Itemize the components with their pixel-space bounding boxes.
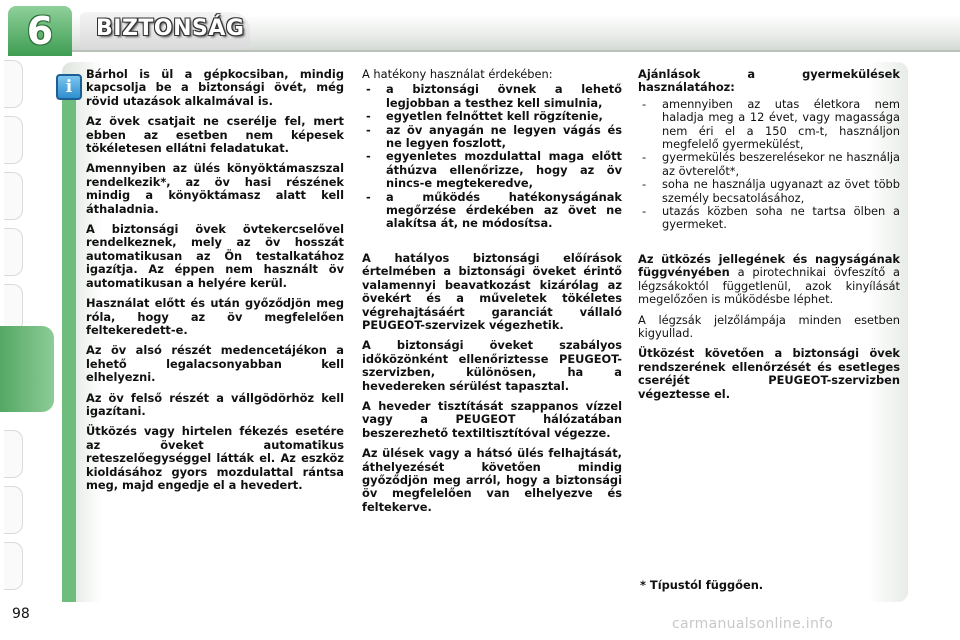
list-lead: A hatékony használat érdekében:: [362, 67, 553, 81]
chapter-tab[interactable]: [4, 284, 23, 332]
column-1: [86, 68, 344, 499]
paragraph: Az övek csatjait ne cserélje fel, mert ebben az esetben nem képesek tökéletesen ellátni feladatukat.: [86, 114, 344, 156]
header: [0, 0, 960, 56]
list-item: - egyenletes mozdulattal maga előtt áthúzva ellenőrizze, hogy az öv nincs-e megtekeredve,: [362, 150, 622, 190]
page-title: BIZTONSÁG: [96, 16, 245, 41]
child-seat-list: [638, 98, 900, 232]
chapter-number-badge: 6: [8, 6, 72, 56]
list-item: - amennyiben az utas életkora nem haladja meg a 12 évet, vagy magassága nem éri el a 150 cm-t, használjon megfelelő gyermekülést,: [638, 98, 900, 152]
list-item: - a biztonsági övnek a lehető legjobban a testhez kell simulnia,: [362, 83, 622, 110]
column-2: [362, 68, 622, 521]
paragraph: A hatályos biztonsági előírások értelmében a biztonsági öveket érintő valamennyi beavatkozást kizárólag az övekért és a műveletek tökéletes végrehajtásáért garanciát vállaló PEUGEOT-szervizek végezhetik.: [362, 250, 622, 332]
paragraph: Használat előtt és után győződjön meg róla, hogy az öv megfelelően feltekeredett-e.: [86, 296, 344, 337]
paragraph: Az öv felső részét a vállgödörhöz kell igazítani.: [86, 390, 344, 418]
paragraph: Ütközést követően a biztonsági övek rendszerének ellenőrzését és esetleges cseréjét PEUGEOT-szervizben végeztesse el.: [638, 346, 900, 401]
paragraph: A légzsák jelzőlámpája minden esetben kigyullad.: [638, 312, 900, 340]
paragraph-bold-lead: Az ütközés jellegének és nagyságának függvényében: [638, 251, 900, 280]
active-chapter-tab[interactable]: [0, 326, 54, 412]
list-item: - soha ne használja ugyanazt az övet több személy becsatolásához,: [638, 178, 900, 205]
paragraph-text: a pirotechnikai övfeszítő a légzsákoktól függetlenül, azok kinyílását megelőzően is működésbe léphet.: [638, 265, 900, 307]
chapter-tab[interactable]: [4, 486, 23, 534]
page-number: 98: [12, 606, 30, 622]
paragraph: Bárhol is ül a gépkocsiban, mindig kapcsolja be a biztonsági övét, még rövid utazások alkalmával is.: [86, 67, 344, 108]
section-heading: Ajánlások a gyermekülések használatához:: [638, 67, 900, 95]
panel-accent-bar: [62, 80, 76, 602]
info-icon: i: [56, 74, 82, 100]
column-3: [638, 68, 900, 408]
paragraph: A biztonsági övek övtekercselővel rendelkeznek, mely az öv hosszát automatikusan az Ön testalkatához igazítja. Az éppen nem használt öv automatikusan a helyére kerül.: [86, 222, 344, 290]
paragraph: [638, 253, 900, 307]
chapter-tab[interactable]: [4, 430, 23, 478]
list-item: - egyetlen felnőttet kell rögzítenie,: [362, 110, 622, 123]
paragraph: Ütközés vagy hirtelen fékezés esetére az öveket automatikus reteszelőegységgel látták el. Az eszköz kioldásához gyors mozdulattal rántsa meg, majd engedje el a hevedert.: [86, 424, 344, 492]
footnote: * Típustól függően.: [640, 578, 764, 592]
chapter-tab[interactable]: [4, 60, 23, 108]
paragraph: Amennyiben az ülés könyöktámaszszal rendelkezik*, az öv hasi részének mindig a könyöktámasz alatt kell áthaladnia.: [86, 161, 344, 216]
chapter-tab[interactable]: [4, 116, 23, 164]
paragraph: Az ülések vagy a hátsó ülés felhajtását, áthelyezését követően mindig győződjön meg arról, hogy a biztonsági öv megfelelően van elhelyezve és feltekerve.: [362, 446, 622, 514]
list-item: - az öv anyagán ne legyen vágás és ne legyen foszlott,: [362, 124, 622, 151]
chapter-tab[interactable]: [4, 228, 23, 276]
paragraph: A biztonsági öveket szabályos időközönként ellenőriztesse PEUGEOT-szervizben, különösen, ha a hevedereken sérülést tapasztal.: [362, 338, 622, 393]
paragraph: A heveder tisztítását szappanos vízzel vagy a PEUGEOT hálózatában beszerezhető textiltisztítóval végezze.: [362, 398, 622, 440]
watermark: carmanualsonline.info: [672, 616, 834, 632]
chapter-tab[interactable]: [4, 542, 23, 590]
list-item: - a működés hatékonyságának megőrzése érdekében az övet ne alakítsa át, ne módosítsa.: [362, 191, 622, 231]
list-item: - utazás közben soha ne tartsa ölben a gyermeket.: [638, 205, 900, 232]
usage-list: [362, 83, 622, 230]
chapter-tab[interactable]: [4, 172, 23, 220]
paragraph: Az öv alsó részét medencetájékon a lehető legalacsonyabban kell elhelyezni.: [86, 343, 344, 385]
list-item: - gyermekülés beszerelésekor ne használja az övterelőt*,: [638, 151, 900, 178]
